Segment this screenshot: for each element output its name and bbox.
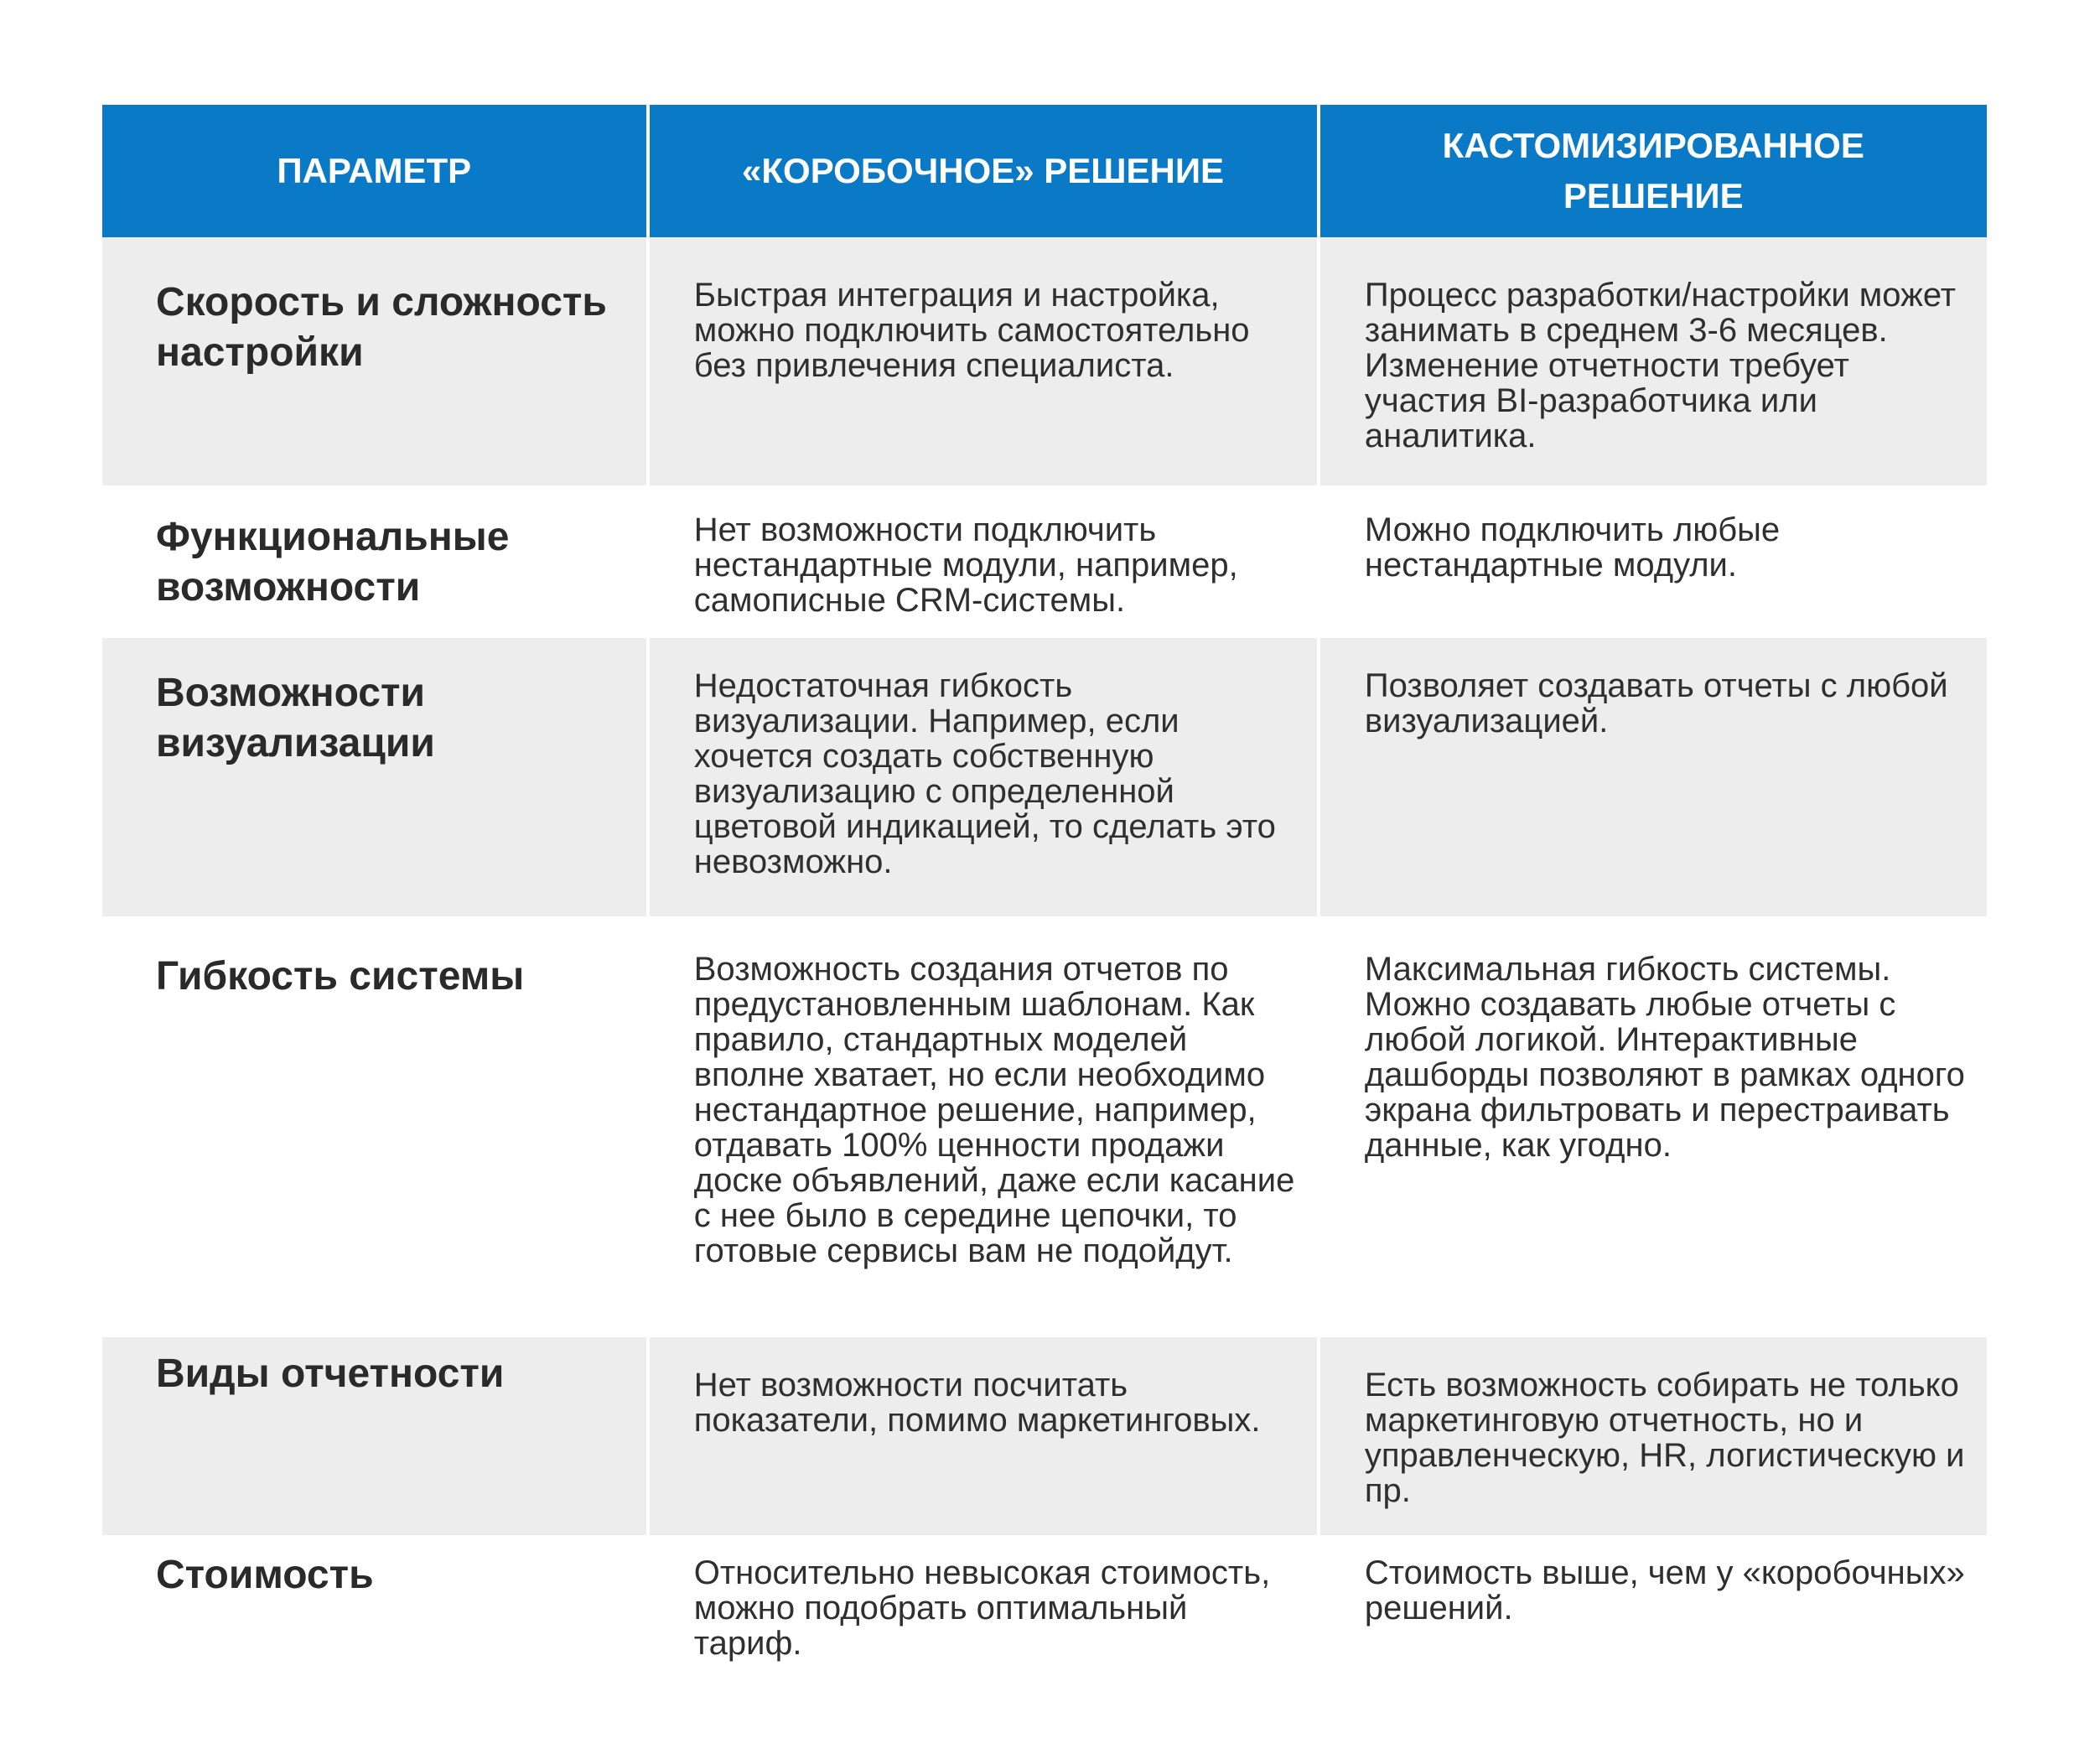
row-custom-description: Процесс разработки/настройки может занимать в среднем 3-6 месяцев. Изменение отчетности требует участия BI-разработчика или аналитика. xyxy=(1320,237,1987,485)
row-custom-description: Есть возможность собирать не только маркетинговую отчетность, но и управленческую, HR, логистическую и пр. xyxy=(1320,1337,1987,1535)
table-header xyxy=(102,105,1987,237)
table-row xyxy=(102,1337,1987,1535)
table-row xyxy=(102,237,1987,485)
row-boxed-description: Относительно невысокая стоимость, можно подобрать оптимальный тариф. xyxy=(650,1535,1317,1703)
row-parameter: Гибкость системы xyxy=(102,916,646,1337)
table-row xyxy=(102,485,1987,638)
row-parameter: Скорость и сложность настройки xyxy=(102,237,646,485)
row-boxed-description: Нет возможности посчитать показатели, помимо маркетинговых. xyxy=(650,1337,1317,1535)
row-parameter: Виды отчетности xyxy=(102,1337,646,1535)
row-custom-description: Можно подключить любые нестандартные модули. xyxy=(1320,485,1987,638)
table-row xyxy=(102,916,1987,1337)
comparison-table xyxy=(102,105,1987,1703)
row-custom-description: Позволяет создавать отчеты с любой визуализацией. xyxy=(1320,638,1987,916)
row-parameter: Возможности визуализации xyxy=(102,638,646,916)
table-row xyxy=(102,1535,1987,1703)
header-custom-solution: КАСТОМИЗИРОВАННОЕ РЕШЕНИЕ xyxy=(1320,105,1987,237)
header-parameter: ПАРАМЕТР xyxy=(102,105,646,237)
row-custom-description: Стоимость выше, чем у «коробочных» решений. xyxy=(1320,1535,1987,1703)
row-boxed-description: Недостаточная гибкость визуализации. Например, если хочется создать собственную визуализацию с определенной цветовой индикацией, то сделать это невозможно. xyxy=(650,638,1317,916)
row-boxed-description: Нет возможности подключить нестандартные модули, например, самописные CRM-системы. xyxy=(650,485,1317,638)
table-row xyxy=(102,638,1987,916)
row-parameter: Функциональные возможности xyxy=(102,485,646,638)
row-boxed-description: Возможность создания отчетов по предустановленным шаблонам. Как правило, стандартных моделей вполне хватает, но если необходимо нестандартное решение, например, отдавать 100% ценности продажи доске объявлений, даже если касание с нее было в середине цепочки, то готовые сервисы вам не подойдут. xyxy=(650,916,1317,1337)
row-custom-description: Максимальная гибкость системы. Можно создавать любые отчеты с любой логикой. Интерактивные дашборды позволяют в рамках одного экрана фильтровать и перестраивать данные, как угодно. xyxy=(1320,916,1987,1337)
row-parameter: Стоимость xyxy=(102,1535,646,1703)
row-boxed-description: Быстрая интеграция и настройка, можно подключить самостоятельно без привлечения специалиста. xyxy=(650,237,1317,485)
header-boxed-solution: «КОРОБОЧНОЕ» РЕШЕНИЕ xyxy=(650,105,1317,237)
